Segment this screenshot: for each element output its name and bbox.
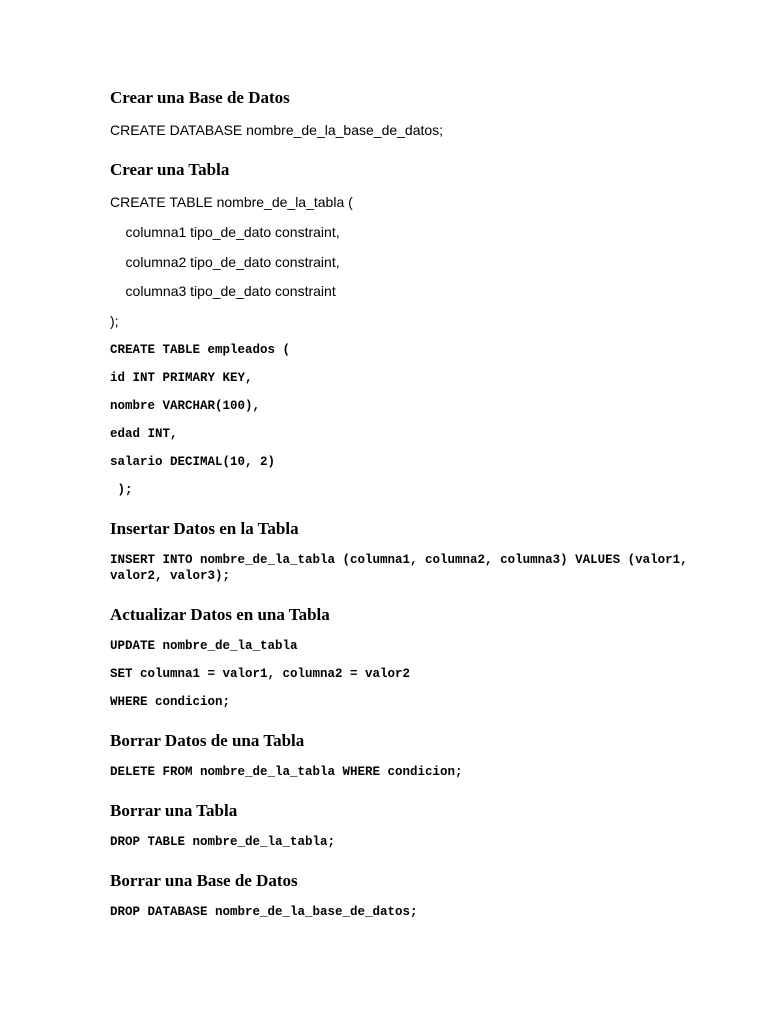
heading-borrar-tabla: Borrar una Tabla: [110, 801, 238, 820]
create-table-syntax-line: columna1 tipo_de_dato constraint,: [110, 224, 340, 240]
update-statement-line: SET columna1 = valor1, columna2 = valor2: [110, 667, 411, 681]
update-statement-line: WHERE condicion;: [110, 695, 231, 709]
create-database-statement: CREATE DATABASE nombre_de_la_base_de_datos;: [110, 122, 444, 138]
create-table-example-line: );: [110, 483, 133, 497]
create-table-example-line: id INT PRIMARY KEY,: [110, 371, 253, 385]
insert-statement-line: valor2, valor3);: [110, 569, 231, 583]
create-table-example-line: edad INT,: [110, 427, 178, 441]
insert-statement-line: INSERT INTO nombre_de_la_tabla (columna1, columna2, columna3) VALUES (valor1,: [110, 553, 688, 567]
heading-borrar-base-de-datos: Borrar una Base de Datos: [110, 871, 298, 890]
create-table-example-line: salario DECIMAL(10, 2): [110, 455, 276, 469]
create-table-syntax-line: CREATE TABLE nombre_de_la_tabla (: [110, 194, 353, 210]
create-table-example-line: nombre VARCHAR(100),: [110, 399, 261, 413]
delete-statement: DELETE FROM nombre_de_la_tabla WHERE condicion;: [110, 765, 463, 779]
drop-table-statement: DROP TABLE nombre_de_la_tabla;: [110, 835, 336, 849]
heading-actualizar-datos: Actualizar Datos en una Tabla: [110, 605, 330, 624]
heading-crear-base-de-datos: Crear una Base de Datos: [110, 88, 290, 107]
heading-borrar-datos: Borrar Datos de una Tabla: [110, 731, 305, 750]
heading-insertar-datos: Insertar Datos en la Tabla: [110, 519, 299, 538]
drop-database-statement: DROP DATABASE nombre_de_la_base_de_datos;: [110, 905, 418, 919]
update-statement-line: UPDATE nombre_de_la_tabla: [110, 639, 298, 653]
create-table-syntax-line: );: [110, 313, 119, 329]
create-table-example-line: CREATE TABLE empleados (: [110, 343, 291, 357]
create-table-syntax-line: columna2 tipo_de_dato constraint,: [110, 254, 340, 270]
heading-crear-tabla: Crear una Tabla: [110, 160, 230, 179]
create-table-syntax-line: columna3 tipo_de_dato constraint: [110, 283, 336, 299]
